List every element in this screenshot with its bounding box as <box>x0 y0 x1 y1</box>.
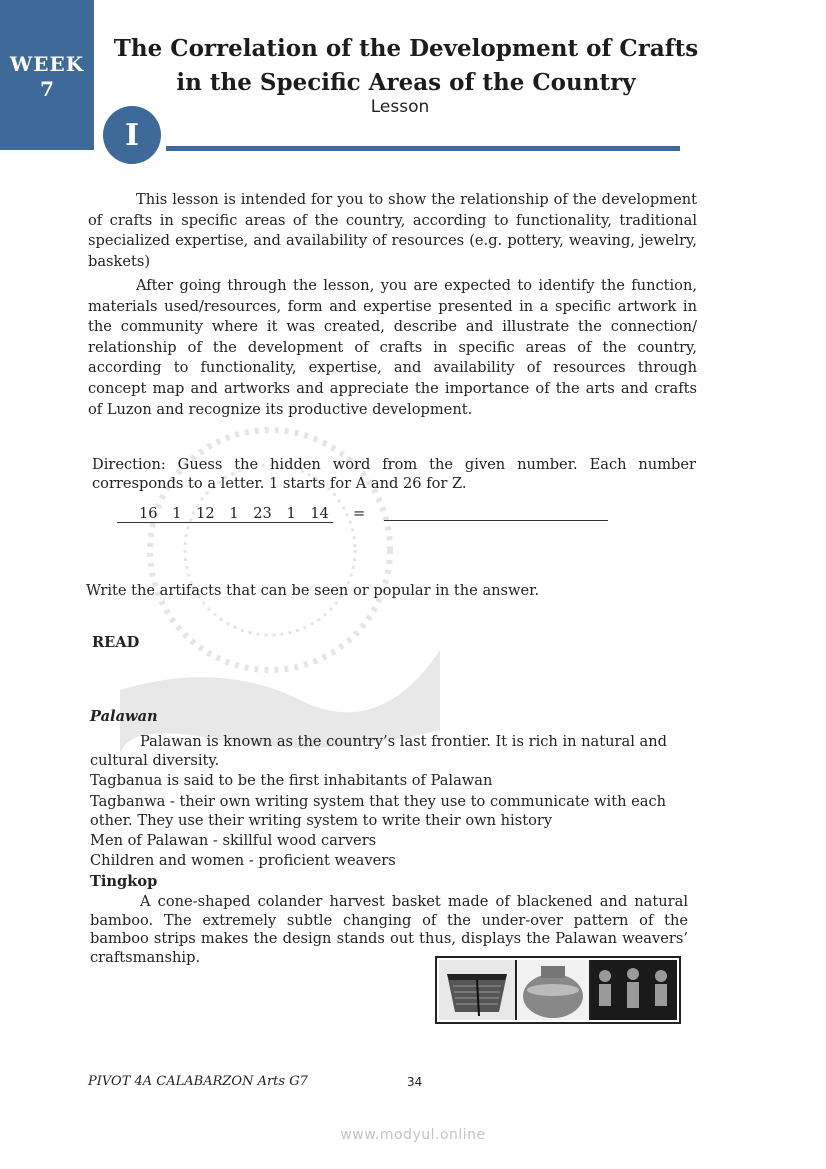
activity-direction: Direction: Guess the hidden word from the given number. Each number corresponds to a letter. 1 starts for A and 26 for Z. <box>92 456 696 492</box>
number-code-row <box>117 505 617 527</box>
reading-line-4: Children and women - proficient weavers <box>90 852 396 869</box>
equals-sign: = <box>353 505 366 522</box>
intro-paragraph-2 <box>88 276 697 420</box>
tingkop-paragraph-text: A cone-shaped colander harvest basket made of blackened and natural bamboo. The extremely subtle changing of the under-over pattern of the bamboo strips makes the design stands out thus, displays the Palawan weavers’ craftsmanship. <box>90 893 688 966</box>
week-number: 7 <box>40 77 54 101</box>
palawan-intro <box>90 733 690 770</box>
reading-line-2: Tagbanwa - their own writing system that they use to communicate with each other. They use their writing system to write their own history <box>90 793 667 829</box>
read-label: READ <box>92 634 140 651</box>
tingkop-heading: Tingkop <box>90 873 158 890</box>
basket-image <box>439 960 517 1020</box>
number-code: 16 1 12 1 23 1 14 <box>117 505 333 523</box>
palawan-heading: Palawan <box>90 708 158 725</box>
intro-paragraph-2-text: After going through the lesson, you are expected to identify the function, materials used/resources, form and expertise presented in a specific artwork in the community where it was created, describe and illustrate the connection/ relationship of the development of crafts in specific areas of the country, according to functionality, expertise, and availability of resources through concept map and artworks and appreciate the importance of the arts and crafts of Luzon and recognize its productive development. <box>88 277 697 418</box>
intro-paragraph-1-text: This lesson is intended for you to show the relationship of the development of crafts in specific areas of the country, according to functionality, traditional specialized expertise, and availability of resources (e.g. pottery, weaving, jewelry, baskets) <box>88 191 697 270</box>
carving-image <box>591 960 677 1020</box>
reading-line-3: Men of Palawan - skillful wood carvers <box>90 832 377 849</box>
answer-blank[interactable] <box>384 520 608 521</box>
jar-image <box>517 960 591 1020</box>
intro-paragraph-1 <box>88 190 697 272</box>
week-label: WEEK <box>9 52 85 76</box>
page-title <box>100 32 712 100</box>
lesson-subtitle: Lesson <box>370 97 430 117</box>
artifact-images-strip <box>435 956 681 1024</box>
page-number: 34 <box>407 1075 423 1089</box>
reading-line-1: Tagbanua is said to be the first inhabitants of Palawan <box>90 772 493 789</box>
section-letter-badge: I <box>103 106 161 164</box>
site-watermark: www.modyul.online <box>340 1127 486 1143</box>
palawan-intro-text: Palawan is known as the country’s last frontier. It is rich in natural and cultural diversity. <box>90 733 667 769</box>
title-line-1: The Correlation of the Development of Crafts <box>113 35 699 62</box>
week-badge <box>0 0 94 150</box>
title-line-2: in the Specific Areas of the Country <box>176 69 636 96</box>
footer-source: PIVOT 4A CALABARZON Arts G7 <box>88 1074 308 1089</box>
header-divider <box>166 146 680 151</box>
activity-instruction: Write the artifacts that can be seen or popular in the answer. <box>86 582 540 599</box>
